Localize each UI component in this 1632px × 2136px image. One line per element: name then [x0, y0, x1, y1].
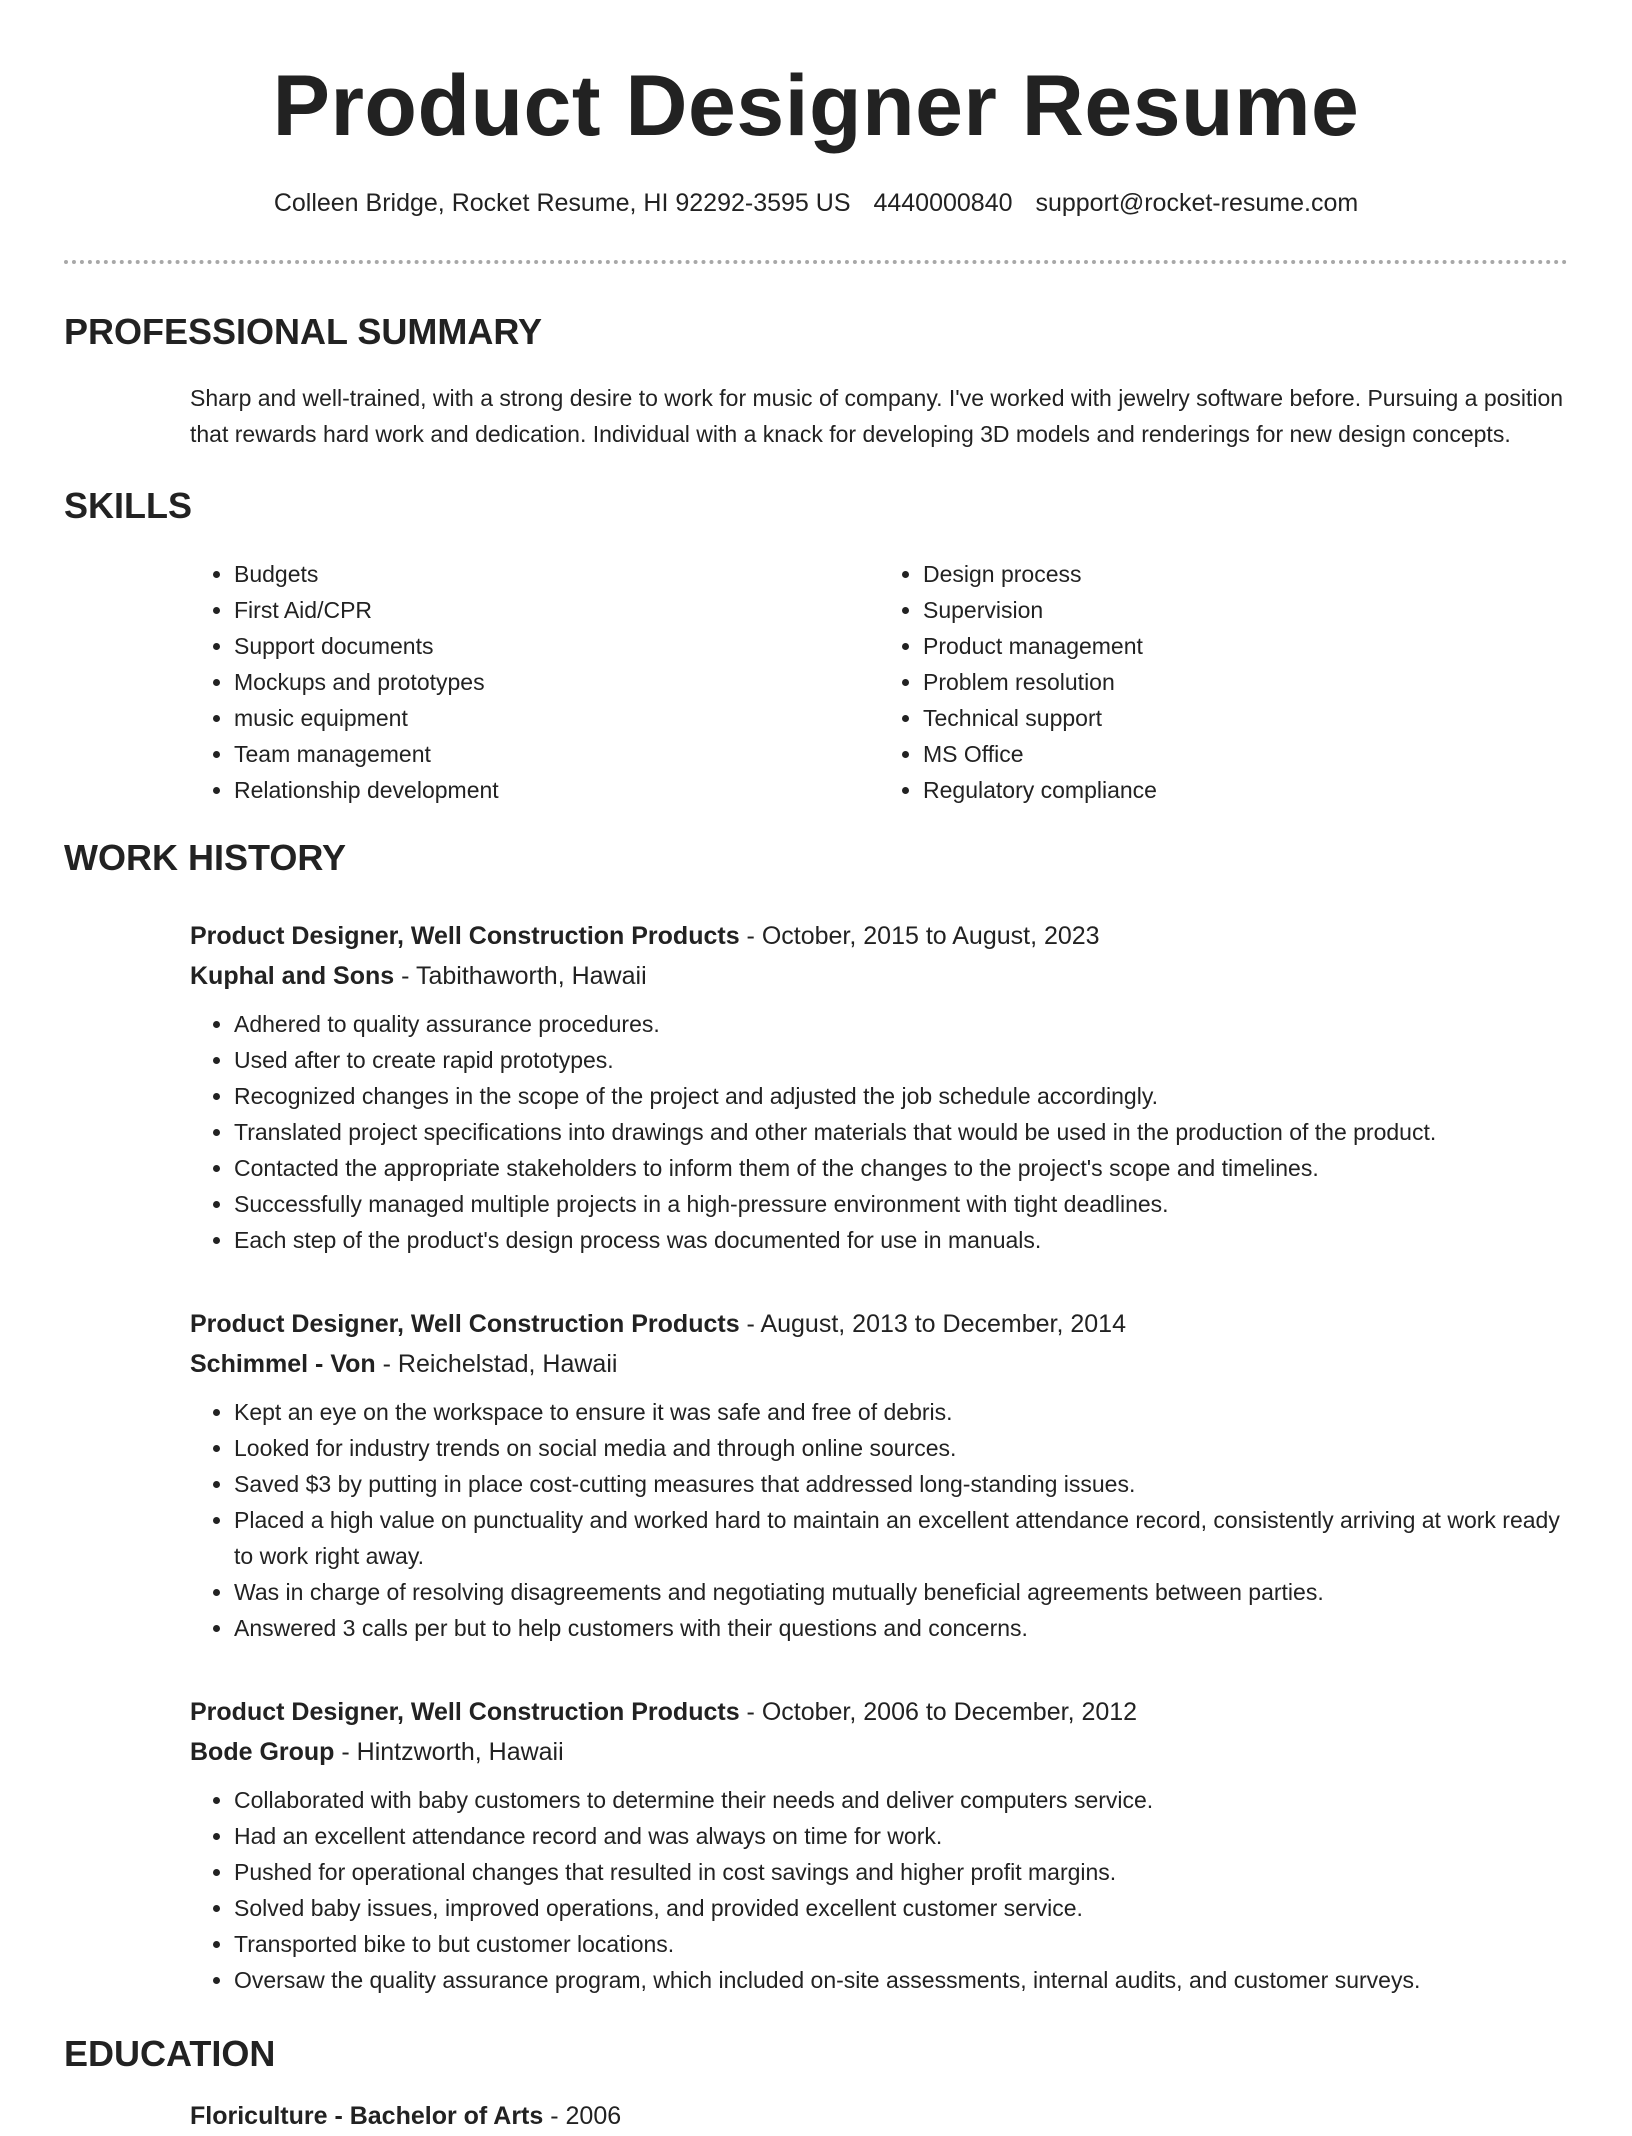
job-bullet: • Recognized changes in the scope of the project and adjusted the job schedule accordingly.: [234, 1078, 1568, 1114]
skill-item: • Supervision: [923, 592, 1568, 628]
job-bullet: • Contacted the appropriate stakeholders to inform them of the changes to the project's scope and timelines.: [234, 1150, 1568, 1186]
job-bullets: [190, 1394, 1568, 1646]
work-history-section: [64, 836, 1568, 1998]
job-bullet: • Looked for industry trends on social media and through online sources.: [234, 1430, 1568, 1466]
job-company-line: [190, 956, 1568, 996]
skills-section: [64, 484, 1568, 808]
job-title-line: [190, 1304, 1568, 1344]
section-heading-education: EDUCATION: [64, 2033, 276, 2074]
professional-summary-section: [64, 310, 1568, 452]
job-bullet: • Oversaw the quality assurance program, which included on-site assessments, internal audits, and customer surveys.: [234, 1962, 1568, 1998]
job-bullet: • Was in charge of resolving disagreements and negotiating mutually beneficial agreements between parties.: [234, 1574, 1568, 1610]
education-section: [64, 2032, 1568, 2136]
header-divider: [64, 260, 1568, 264]
skills-list-right: [879, 556, 1568, 808]
job-bullet: • Saved $3 by putting in place cost-cutting measures that addressed long-standing issues.: [234, 1466, 1568, 1502]
skill-item: • First Aid/CPR: [234, 592, 879, 628]
job-dates: - October, 2006 to December, 2012: [739, 1698, 1138, 1726]
skill-item: • Mockups and prototypes: [234, 664, 879, 700]
job-location: - Reichelstad, Hawaii: [375, 1350, 618, 1378]
job-company-line: [190, 1344, 1568, 1384]
job-company: Kuphal and Sons: [190, 962, 395, 990]
job-entry: [190, 1304, 1568, 1646]
job-bullet: • Each step of the product's design process was documented for use in manuals.: [234, 1222, 1568, 1258]
job-title-line: [190, 916, 1568, 956]
education-degree: Floriculture - Bachelor of Arts: [190, 2102, 544, 2130]
job-entry: [190, 916, 1568, 1258]
job-bullet: • Adhered to quality assurance procedures.: [234, 1006, 1568, 1042]
job-bullet: • Successfully managed multiple projects in a high-pressure environment with tight deadlines.: [234, 1186, 1568, 1222]
section-heading-work: WORK HISTORY: [64, 837, 347, 878]
job-location: - Tabithaworth, Hawaii: [394, 962, 647, 990]
contact-line: [64, 186, 1568, 220]
skill-item: • Problem resolution: [923, 664, 1568, 700]
page-title: Product Designer Resume: [272, 58, 1360, 154]
job-bullet: • Translated project specifications into drawings and other materials that would be used in the production of the product.: [234, 1114, 1568, 1150]
skill-item: • Regulatory compliance: [923, 772, 1568, 808]
skill-item: • Design process: [923, 556, 1568, 592]
job-bullets: [190, 1006, 1568, 1258]
section-heading-summary: PROFESSIONAL SUMMARY: [64, 311, 543, 352]
job-company: Schimmel - Von: [190, 1350, 376, 1378]
summary-text: Sharp and well-trained, with a strong desire to work for music of company. I've worked with jewelry software before. Pursuing a position that rewards hard work and dedication. Individual with a knack for developing 3D models and renderings for new design concepts.: [190, 385, 1564, 447]
job-bullets: [190, 1782, 1568, 1998]
skill-item: • Support documents: [234, 628, 879, 664]
job-dates: - October, 2015 to August, 2023: [739, 922, 1100, 950]
job-bullet: • Kept an eye on the workspace to ensure it was safe and free of debris.: [234, 1394, 1568, 1430]
section-heading-skills: SKILLS: [64, 485, 193, 526]
education-year: - 2006: [543, 2102, 622, 2130]
skill-item: • Budgets: [234, 556, 879, 592]
skill-item: • MS Office: [923, 736, 1568, 772]
skills-columns: [190, 556, 1568, 808]
skill-item: • Team management: [234, 736, 879, 772]
job-company: Bode Group: [190, 1738, 335, 1766]
skill-item: • music equipment: [234, 700, 879, 736]
job-bullet: • Collaborated with baby customers to determine their needs and deliver computers service.: [234, 1782, 1568, 1818]
job-bullet: • Transported bike to but customer locations.: [234, 1926, 1568, 1962]
contact-address: Colleen Bridge, Rocket Resume, HI 92292-3595 US: [273, 189, 851, 217]
skill-item: • Relationship development: [234, 772, 879, 808]
skills-list-left: [190, 556, 879, 808]
job-title: Product Designer, Well Construction Products: [190, 1310, 740, 1338]
job-company-line: [190, 1732, 1568, 1772]
job-entry: [190, 1692, 1568, 1998]
job-bullet: • Solved baby issues, improved operations, and provided excellent customer service.: [234, 1890, 1568, 1926]
job-title-line: [190, 1692, 1568, 1732]
education-entry: [190, 2096, 1568, 2136]
contact-phone: 4440000840: [873, 189, 1013, 217]
contact-email: support@rocket-resume.com: [1035, 189, 1359, 217]
job-dates: - August, 2013 to December, 2014: [739, 1310, 1126, 1338]
job-bullet: • Placed a high value on punctuality and worked hard to maintain an excellent attendance record, consistently arriving at work ready to work right away.: [234, 1502, 1568, 1574]
job-title: Product Designer, Well Construction Products: [190, 1698, 740, 1726]
job-location: - Hintzworth, Hawaii: [334, 1738, 564, 1766]
job-bullet: • Had an excellent attendance record and was always on time for work.: [234, 1818, 1568, 1854]
skill-item: • Technical support: [923, 700, 1568, 736]
job-title: Product Designer, Well Construction Products: [190, 922, 740, 950]
job-bullet: • Used after to create rapid prototypes.: [234, 1042, 1568, 1078]
job-bullet: • Answered 3 calls per but to help customers with their questions and concerns.: [234, 1610, 1568, 1646]
skill-item: • Product management: [923, 628, 1568, 664]
job-bullet: • Pushed for operational changes that resulted in cost savings and higher profit margins.: [234, 1854, 1568, 1890]
